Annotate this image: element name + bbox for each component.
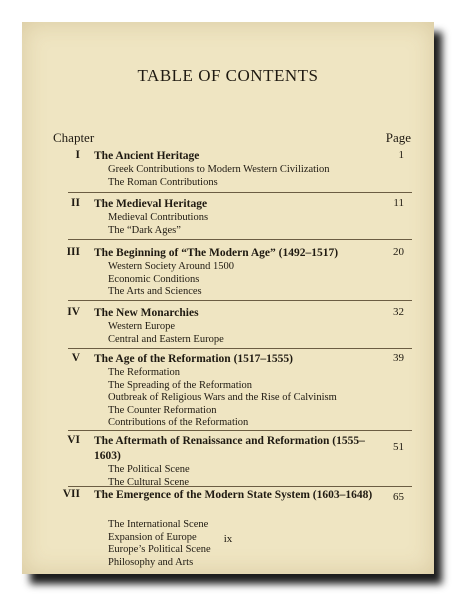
chapter-number: II [71,197,80,209]
divider [68,486,412,487]
section-item: The Roman Contributions [108,176,218,188]
chapter-title: The Medieval Heritage [94,198,208,210]
section-list [108,321,408,346]
chapter-page: 39 [393,352,404,364]
chapter-page: 20 [393,246,404,258]
chapter-column-header: Chapter [53,130,95,145]
section-item: Western Europe [108,321,176,332]
divider [68,192,412,193]
chapter-number: I [75,149,80,161]
chapter-number: V [71,352,80,364]
book-page [22,22,434,574]
section-item: The International Scene [108,519,209,530]
chapter-page: 51 [393,441,404,453]
section-item: The Political Scene [108,464,190,475]
section-item: Outbreak of Religious Wars and the Rise of Calvinism [108,392,337,403]
chapter-title: The Beginning of “The Modern Age” (1492–1517) [94,247,339,259]
chapter-page: 11 [393,197,404,209]
section-item: Central and Eastern Europe [108,333,224,345]
chapter-number: VII [62,488,80,500]
page-number: ix [223,533,233,545]
divider [68,430,412,431]
chapter-title: The New Monarchies [94,307,199,319]
chapter-title: The Emergence of the Modern State System (1603–1648) [94,489,373,501]
chapter-number: VI [67,434,80,446]
section-list [108,164,408,189]
section-item: Europe’s Political Scene [108,544,211,555]
section-item: The Arts and Sciences [108,286,202,297]
page-column-header: Page [385,130,411,145]
section-item: The Cultural Scene [108,476,190,488]
chapter-number: III [66,246,80,258]
section-item: The Counter Reformation [108,404,217,416]
section-item: The Reformation [108,367,181,378]
chapter-page: 1 [398,149,404,161]
divider [68,239,412,240]
section-item: Western Society Around 1500 [108,261,235,272]
chapter-number: IV [67,306,80,318]
section-item: Medieval Contributions [108,212,209,223]
section-item: Philosophy and Arts [108,556,194,568]
page-title: TABLE OF CONTENTS [137,66,319,85]
divider [68,348,412,349]
section-item: Expansion of Europe [108,531,197,543]
section-item: The “Dark Ages” [108,224,181,236]
chapter-page: 32 [393,306,404,318]
section-item: Greek Contributions to Modern Western Civilization [108,164,330,175]
section-item: The Spreading of the Reformation [108,379,253,391]
section-list [108,261,408,299]
chapter-title: The Aftermath of Renaissance and Reformation (1555–1603) [94,435,365,462]
section-item: Contributions of the Reformation [108,417,249,428]
section-item: Economic Conditions [108,273,200,285]
chapter-page: 65 [393,491,404,503]
chapter-title: The Age of the Reformation (1517–1555) [94,353,293,365]
section-list [108,212,408,237]
chapter-title: The Ancient Heritage [94,150,200,162]
section-list [108,367,408,430]
divider [68,300,412,301]
